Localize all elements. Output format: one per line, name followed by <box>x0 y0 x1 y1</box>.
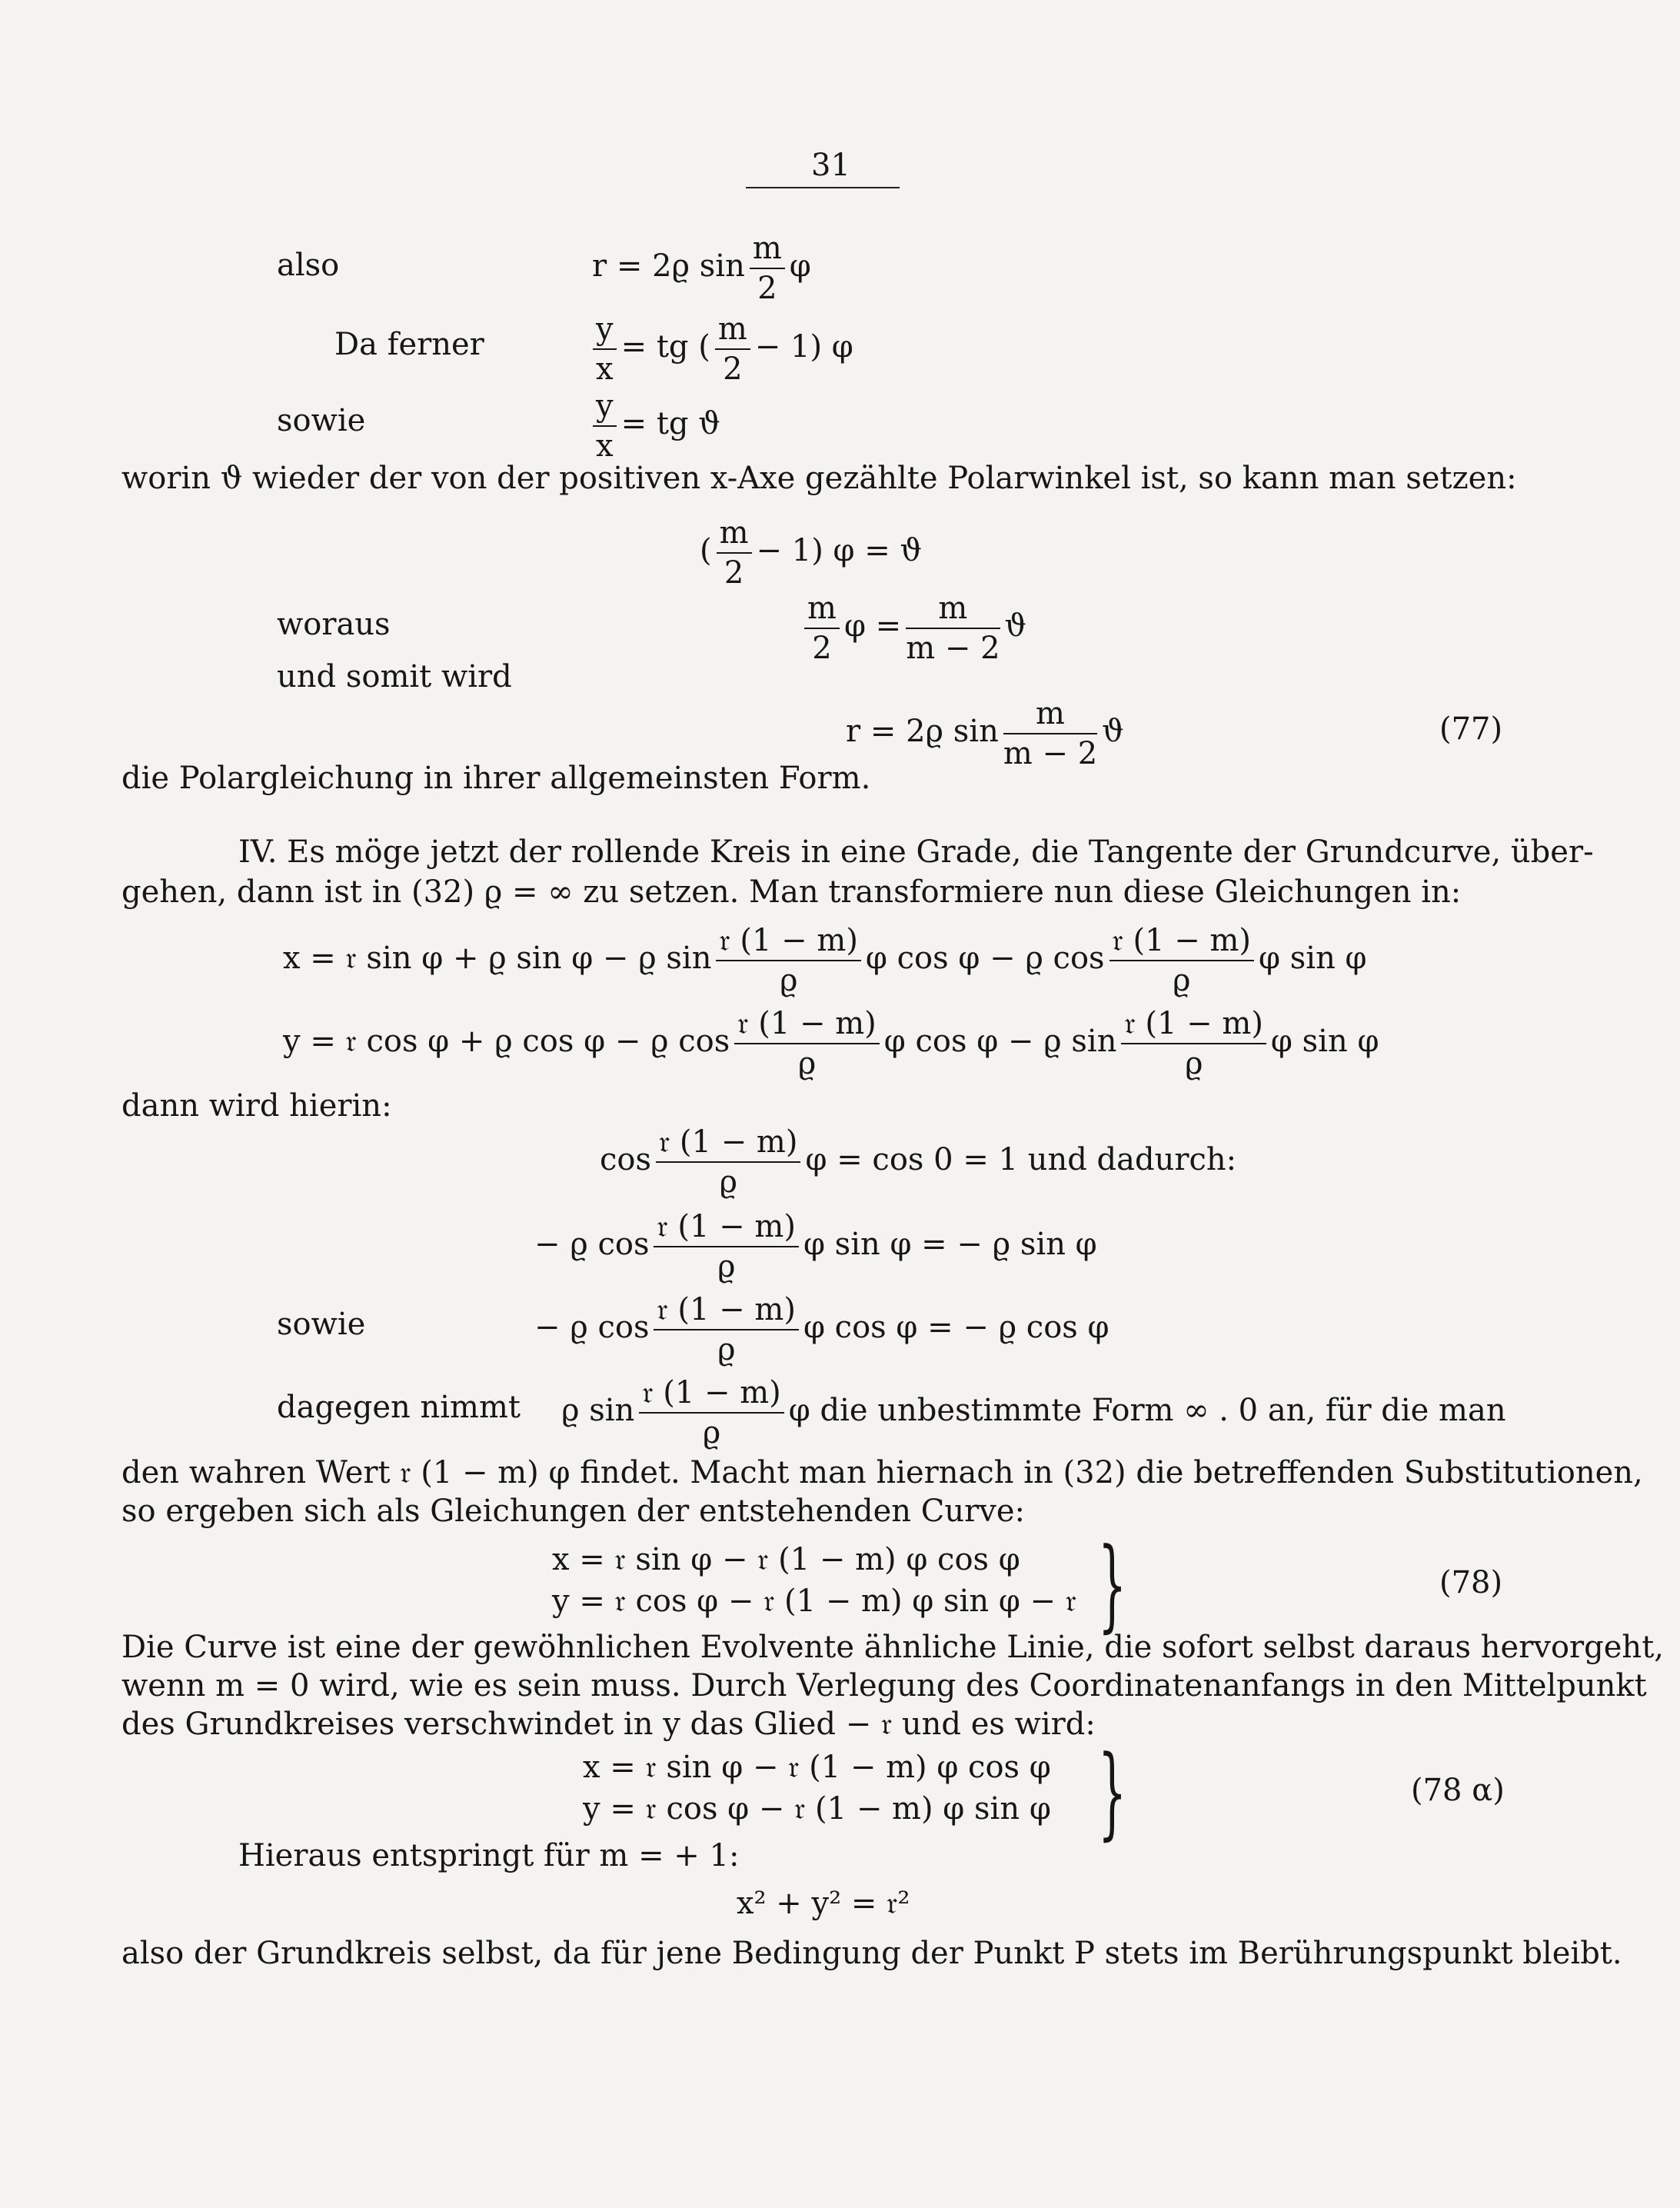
eq-also-lhs: r = 2ϱ sin <box>592 248 745 284</box>
label-und-somit-wird: und somit wird <box>277 659 512 694</box>
text-dann-wird: dann wird hierin: <box>121 1088 392 1124</box>
eq-also-rhs: φ <box>789 248 811 284</box>
text-polargleichung: die Polargleichung in ihrer allgemeinsten Form. <box>121 761 871 796</box>
equation-x-transform: x = 𝔯 sin φ + ϱ sin φ − ϱ sin $\frac{\text{𝔯 (1 − m)}}{ϱ}$ φ cos φ − ϱ cos $\frac{\text{𝔯 (1 − m)}}{ϱ}$ φ sin φ <box>283 923 1367 998</box>
label-sowie-2: sowie <box>277 1307 366 1342</box>
text-hieraus: Hieraus entspringt für m = + 1: <box>238 1838 740 1873</box>
brace-78a: } <box>1098 1733 1127 1850</box>
text-wahren-line-1: den wahren Wert 𝔯 (1 − m) φ findet. Macht man hiernach in (32) die betreffenden Substitutionen, <box>121 1455 1643 1490</box>
text-curve-line-2: wenn m = 0 wird, wie es sein muss. Durch Verlegung des Coordinatenanfangs in den Mittelpunkt <box>121 1668 1647 1703</box>
text-iv-line-1: IV. Es möge jetzt der rollende Kreis in eine Grade, die Tangente der Grundcurve, über- <box>238 834 1594 870</box>
label-also: also <box>277 248 340 283</box>
equation-77: r = 2ϱ sin $\frac{m}{m - 2}$ ϑ <box>846 696 1124 771</box>
eq-also-fraction: $\frac{m}{2}$ <box>750 231 785 306</box>
equation-sowie: $\frac{y}{x}$ = tg ϑ <box>588 388 720 464</box>
page-number: 31 <box>811 148 850 183</box>
text-worin: worin ϑ wieder der von der positiven x-Axe gezählte Polarwinkel ist, so kann man setzen: <box>121 461 1517 496</box>
equation-indeterminate: ϱ sin $\frac{\text{𝔯 (1 − m)}}{ϱ}$ φ die unbestimmte Form ∞ . 0 an, für die man <box>561 1375 1506 1450</box>
equation-rho-sin: − ϱ cos $\frac{\text{𝔯 (1 − m)}}{ϱ}$ φ sin φ = − ϱ sin φ <box>534 1209 1097 1284</box>
header-rule <box>746 187 900 188</box>
equation-rho-cos: − ϱ cos $\frac{\text{𝔯 (1 − m)}}{ϱ}$ φ cos φ = − ϱ cos φ <box>534 1292 1109 1367</box>
equation-setzen: ( $\frac{m}{2}$ − 1) φ = ϑ <box>700 515 923 591</box>
equation-number-78: (78) <box>1439 1565 1503 1600</box>
text-curve-line-3: des Grundkreises verschwindet in y das Glied − 𝔯 und es wird: <box>121 1707 1096 1742</box>
label-da-ferner: Da ferner <box>334 327 484 362</box>
text-wahren-line-2: so ergeben sich als Gleichungen der entstehenden Curve: <box>121 1494 1025 1529</box>
text-final: also der Grundkreis selbst, da für jene Bedingung der Punkt P stets im Berührungspunkt bleibt. <box>121 1936 1622 1971</box>
label-woraus: woraus <box>277 607 391 642</box>
equation-78a-y: y = 𝔯 cos φ − 𝔯 (1 − m) φ sin φ <box>583 1791 1051 1827</box>
equation-number-78a: (78 α) <box>1411 1773 1505 1808</box>
equation-cos-limit: cos $\frac{\text{𝔯 (1 − m)}}{ϱ}$ φ = cos 0 = 1 und dadurch: <box>600 1124 1237 1200</box>
label-sowie-1: sowie <box>277 403 366 438</box>
text-iv-line-2: gehen, dann ist in (32) ϱ = ∞ zu setzen. Man transformiere nun diese Gleichungen in: <box>121 874 1462 910</box>
equation-78a-x: x = 𝔯 sin φ − 𝔯 (1 − m) φ cos φ <box>583 1750 1051 1785</box>
brace-78: } <box>1098 1526 1127 1643</box>
equation-78-x: x = 𝔯 sin φ − 𝔯 (1 − m) φ cos φ <box>552 1542 1020 1577</box>
equation-ferner: $\frac{y}{x}$ = tg ( $\frac{m}{2}$ − 1) φ <box>588 311 853 387</box>
text-curve-line-1: Die Curve ist eine der gewöhnlichen Evolvente ähnliche Linie, die sofort selbst daraus hervorgeht, <box>121 1630 1664 1665</box>
equation-78-y: y = 𝔯 cos φ − 𝔯 (1 − m) φ sin φ − 𝔯 <box>552 1584 1076 1619</box>
label-dagegen-nimmt: dagegen nimmt <box>277 1390 521 1425</box>
equation-also <box>592 231 811 306</box>
equation-number-77: (77) <box>1439 711 1503 747</box>
equation-y-transform: y = 𝔯 cos φ + ϱ cos φ − ϱ cos $\frac{\text{𝔯 (1 − m)}}{ϱ}$ φ cos φ − ϱ sin $\frac{\text{𝔯 (1 − m)}}{ϱ}$ φ sin φ <box>283 1006 1379 1081</box>
equation-circle: x² + y² = 𝔯² <box>737 1886 910 1921</box>
equation-woraus: $\frac{m}{2}$ φ = $\frac{m}{m - 2}$ ϑ <box>800 591 1026 666</box>
